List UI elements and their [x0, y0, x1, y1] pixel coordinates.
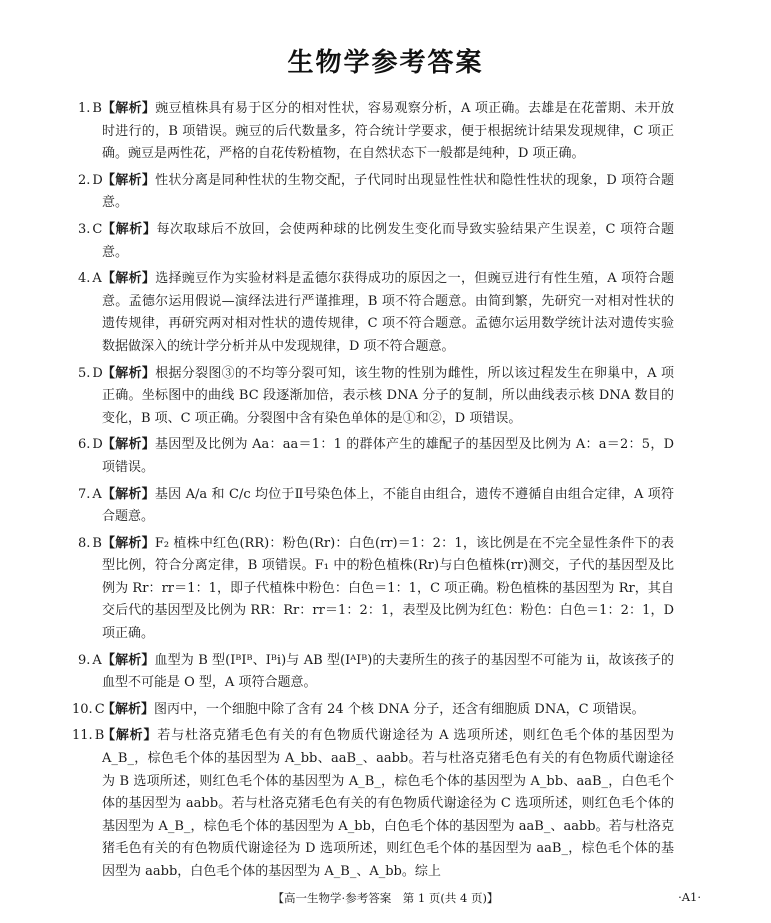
answer-item-9	[78, 650, 674, 695]
answer-number: 2. D	[78, 172, 103, 188]
answer-number: 5. D	[78, 365, 103, 381]
answer-list	[72, 98, 674, 888]
answer-item-8	[78, 533, 674, 646]
answer-body: 【解析】根据分裂图③的不均等分裂可知，该生物的性别为雌性，所以该过程发生在卵巢中，A 项正确。坐标图中的曲线 BC 段逐渐加倍，表示核 DNA 分子的复制，所以曲线表示核 DNA 数目的变化，B 项、C 项正确。分裂图中含有染色单体的是①和②，D 项错误。	[102, 365, 674, 426]
answer-item-10	[72, 699, 674, 722]
page-footer: 【高一生物学·参考答案 第 1 页(共 4 页)】	[272, 891, 499, 905]
answer-body: 【解析】基因型及比例为 Aa：aa＝1：1 的群体产生的雄配子的基因型及比例为 A：a＝2：5，D 项错误。	[102, 437, 674, 475]
answer-item-3	[78, 219, 674, 264]
paper-code: ·A1·	[678, 890, 701, 904]
answer-number: 6. D	[78, 437, 103, 453]
answer-body: 【解析】选择豌豆作为实验材料是孟德尔获得成功的原因之一，但豌豆进行有性生殖，A 项符合题意。孟德尔运用假说—演绎法进行严谨推理，B 项不符合题意。由简到繁，先研究一对相对性状的遗传规律，再研究两对相对性状的遗传规律，C 项不符合题意。孟德尔运用数学统计法对遗传实验数据做深入的统计学分析并从中发现规律，D 项不符合题意。	[102, 271, 674, 354]
answer-body: 【解析】若与杜洛克猪毛色有关的有色物质代谢途径为 A 选项所述，则红色毛个体的基因型为 A_B_，棕色毛个体的基因型为 A_bb、aaB_、aabb。若与杜洛克猪毛色有关的有色物质代谢途径为 B 选项所述，则红色毛个体的基因型为 A_B_，棕色毛个体的基因型为 A_bb、aaB_，白色毛个体的基因型为 aabb。若与杜洛克猪毛色有关的有色物质代谢途径为 C 选项所述，则红色毛个体的基因型为 A_B_，棕色毛个体的基因型为 A_bb，白色毛个体的基因型为 aaB_、aabb。若与杜洛克猪毛色有关的有色物质代谢途径为 D 选项所述，则红色毛个体的基因型为 aaB_，棕色毛个体的基因型为 aabb，白色毛个体的基因型为 A_B_、A_bb。综上	[102, 728, 674, 879]
answer-item-11	[72, 725, 674, 883]
answer-body: 【解析】基因 A/a 和 C/c 均位于Ⅱ号染色体上，不能自由组合，遗传不遵循自由组合定律，A 项符合题意。	[102, 486, 674, 525]
answer-item-4	[78, 268, 674, 358]
answer-number: 9. A	[78, 652, 102, 668]
page-title: 生物学参考答案	[287, 48, 484, 78]
answer-item-6	[78, 434, 674, 479]
answer-body: 【解析】血型为 B 型(IᴮIᴮ、Iᴮi)与 AB 型(IᴬIᴮ)的夫妻所生的孩子的基因型不可能为 ii，故该孩子的血型不可能是 O 型，A 项符合题意。	[102, 652, 674, 691]
answer-body: 【解析】每次取球后不放回，会使两种球的比例发生变化而导致实验结果产生误差，C 项符合题意。	[102, 221, 674, 260]
answer-body: 【解析】豌豆植株具有易于区分的相对性状，容易观察分析，A 项正确。去雄是在花蕾期、未开放时进行的，B 项错误。豌豆的后代数量多，符合统计学要求，便于根据统计结果发现规律，C 项正确。豌豆是两性花，严格的自花传粉植物，在自然状态下一般都是纯种，D 项正确。	[102, 101, 674, 162]
answer-item-5	[78, 363, 674, 431]
answer-number: 1. B	[78, 101, 102, 116]
answer-body: 【解析】图丙中，一个细胞中除了含有 24 个核 DNA 分子，还含有细胞质 DNA，C 项错误。	[102, 701, 645, 717]
answer-number: 8. B	[78, 535, 102, 551]
answer-body: 【解析】性状分离是同种性状的生物交配，子代同时出现显性性状和隐性性状的现象，D 项符合题意。	[102, 172, 674, 211]
answer-item-1	[78, 98, 674, 166]
answer-item-2	[78, 170, 674, 215]
answer-number: 7. A	[78, 486, 102, 502]
answer-number: 4. A	[78, 271, 102, 287]
answer-number: 11. B	[72, 728, 105, 744]
answer-item-7	[78, 484, 674, 529]
answer-number: 3. C	[78, 221, 103, 237]
answer-number: 10. C	[72, 701, 105, 717]
answer-body: 【解析】F₂ 植株中红色(RR)：粉色(Rr)：白色(rr)＝1：2：1，该比例是在不完全显性条件下的表型比例，符合分离定律，B 项错误。F₁ 中的粉色植株(Rr)与白色植株(rr)测交，子代的基因型及比例为 Rr：rr＝1：1，即子代植株中粉色：白色＝1：1，C 项正确。粉色植株的基因型为 Rr，其自交后代的基因型及比例为 RR：Rr：rr＝1：2：1，表型及比例为红色：粉色：白色＝1：2：1，D 项正确。	[102, 535, 674, 642]
